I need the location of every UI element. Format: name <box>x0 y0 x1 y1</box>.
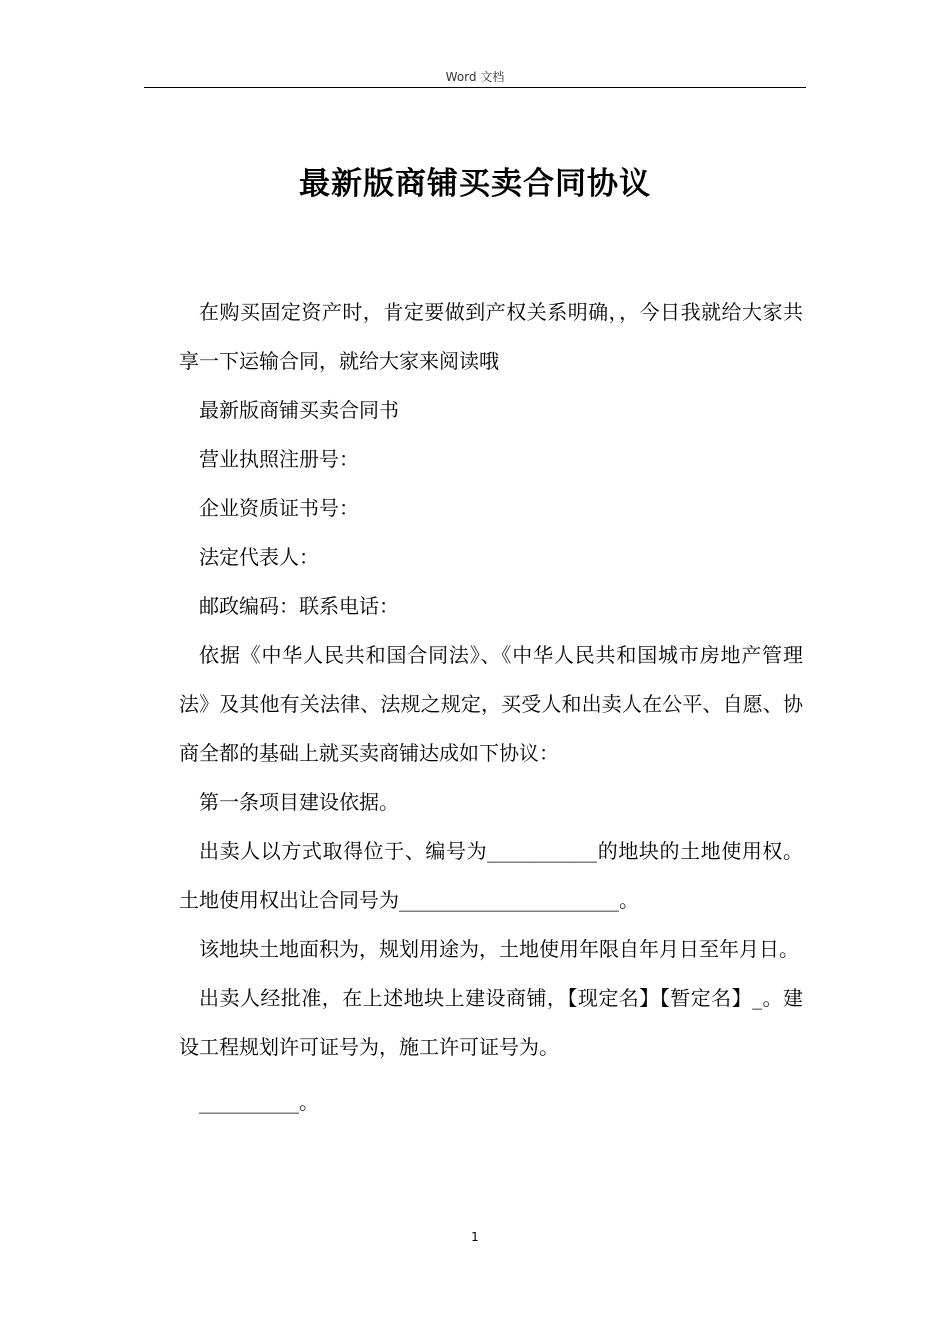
paragraph: 营业执照注册号： <box>199 447 359 471</box>
document-body <box>179 288 803 1127</box>
page-header: Word 文档 <box>445 70 505 84</box>
paragraph: 第一条项目建设依据。 <box>199 790 399 814</box>
paragraph: 在购买固定资产时，肯定要做到产权关系明确，，今日我就给大家共享一下运输合同，就给大家来阅读哦 <box>179 300 803 373</box>
paragraph: 邮政编码：联系电话： <box>199 594 399 618</box>
page-number: 1 <box>471 1230 479 1244</box>
paragraph: 最新版商铺买卖合同书 <box>199 398 399 422</box>
paragraph: 出卖人经批准，在上述地块上建设商铺，【现定名】【暂定名】_。建设工程规划许可证号为，施工许可证号为。 <box>179 986 803 1059</box>
paragraph: 该地块土地面积为，规划用途为，土地使用年限自年月日至年月日。 <box>199 937 799 961</box>
header-divider <box>144 87 806 88</box>
paragraph: 出卖人以方式取得位于、编号为___________的地块的土地使用权。土地使用权出让合同号为______________________。 <box>179 839 803 912</box>
paragraph: 企业资质证书号： <box>199 496 359 520</box>
paragraph: 依据《中华人民共和国合同法》、《中华人民共和国城市房地产管理法》及其他有关法律、法规之规定，买受人和出卖人在公平、自愿、协商全都的基础上就买卖商铺达成如下协议： <box>179 643 803 765</box>
paragraph: 法定代表人： <box>199 545 319 569</box>
document-title: 最新版商铺买卖合同协议 <box>299 166 651 202</box>
paragraph: __________。 <box>199 1090 319 1114</box>
